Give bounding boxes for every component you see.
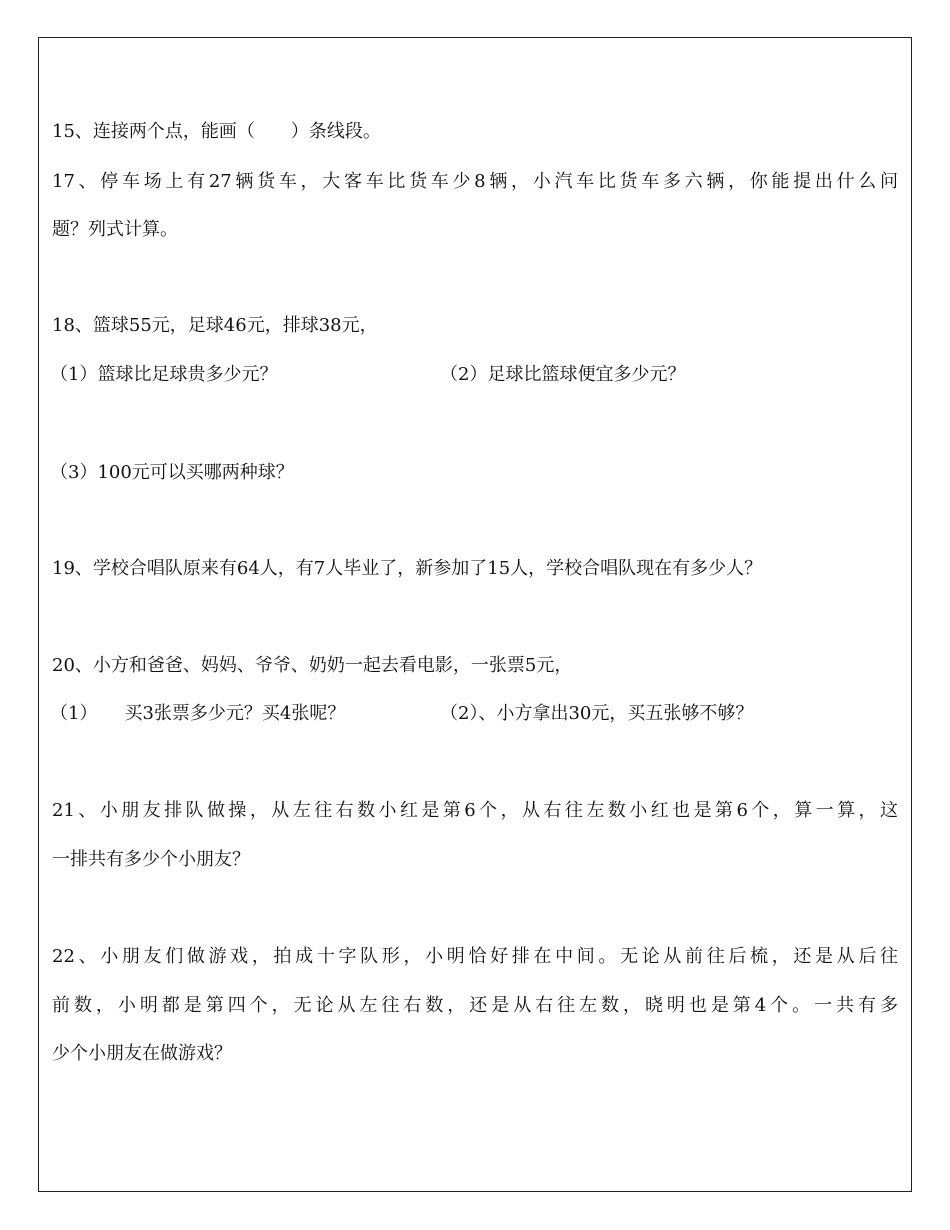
question-22-line-3: 少个小朋友在做游戏？ bbox=[52, 1043, 232, 1064]
question-18-part-3: （3）100元可以买哪两种球？ bbox=[50, 462, 294, 483]
question-19: 19、学校合唱队原来有64人，有7人毕业了，新参加了15人，学校合唱队现在有多少人？ bbox=[52, 558, 763, 579]
question-20-part-2: （2）、小方拿出30元，买五张够不够？ bbox=[440, 703, 754, 724]
question-18-part-1: （1）篮球比足球贵多少元？ bbox=[50, 364, 278, 385]
page-border bbox=[38, 37, 912, 1192]
question-20-line-1: 20、小方和爸爸、妈妈、爷爷、奶奶一起去看电影，一张票5元， bbox=[52, 655, 573, 676]
question-18-part-2: （2）足球比篮球便宜多少元？ bbox=[440, 364, 686, 385]
question-21-line-1: 21、小朋友排队做操，从左往右数小红是第6个，从右往左数小红也是第6个，算一算，这 bbox=[52, 800, 898, 821]
question-15: 15、连接两个点，能画（ ）条线段。 bbox=[52, 121, 381, 142]
question-20-part-1: （1） 买3张票多少元？买4张呢？ bbox=[50, 703, 346, 724]
question-18-line-1: 18、篮球55元，足球46元，排球38元， bbox=[52, 315, 378, 336]
question-22-line-1: 22、小朋友们做游戏，拍成十字队形，小明恰好排在中间。无论从前往后梳，还是从后往 bbox=[52, 946, 898, 967]
question-17-line-2: 题？列式计算。 bbox=[52, 219, 178, 240]
question-17-line-1: 17、停车场上有27辆货车，大客车比货车少8辆，小汽车比货车多六辆，你能提出什么问 bbox=[52, 171, 898, 192]
question-22-line-2: 前数，小明都是第四个，无论从左往右数，还是从右往左数，晓明也是第4个。一共有多 bbox=[52, 995, 898, 1016]
question-21-line-2: 一排共有多少个小朋友？ bbox=[52, 849, 250, 870]
